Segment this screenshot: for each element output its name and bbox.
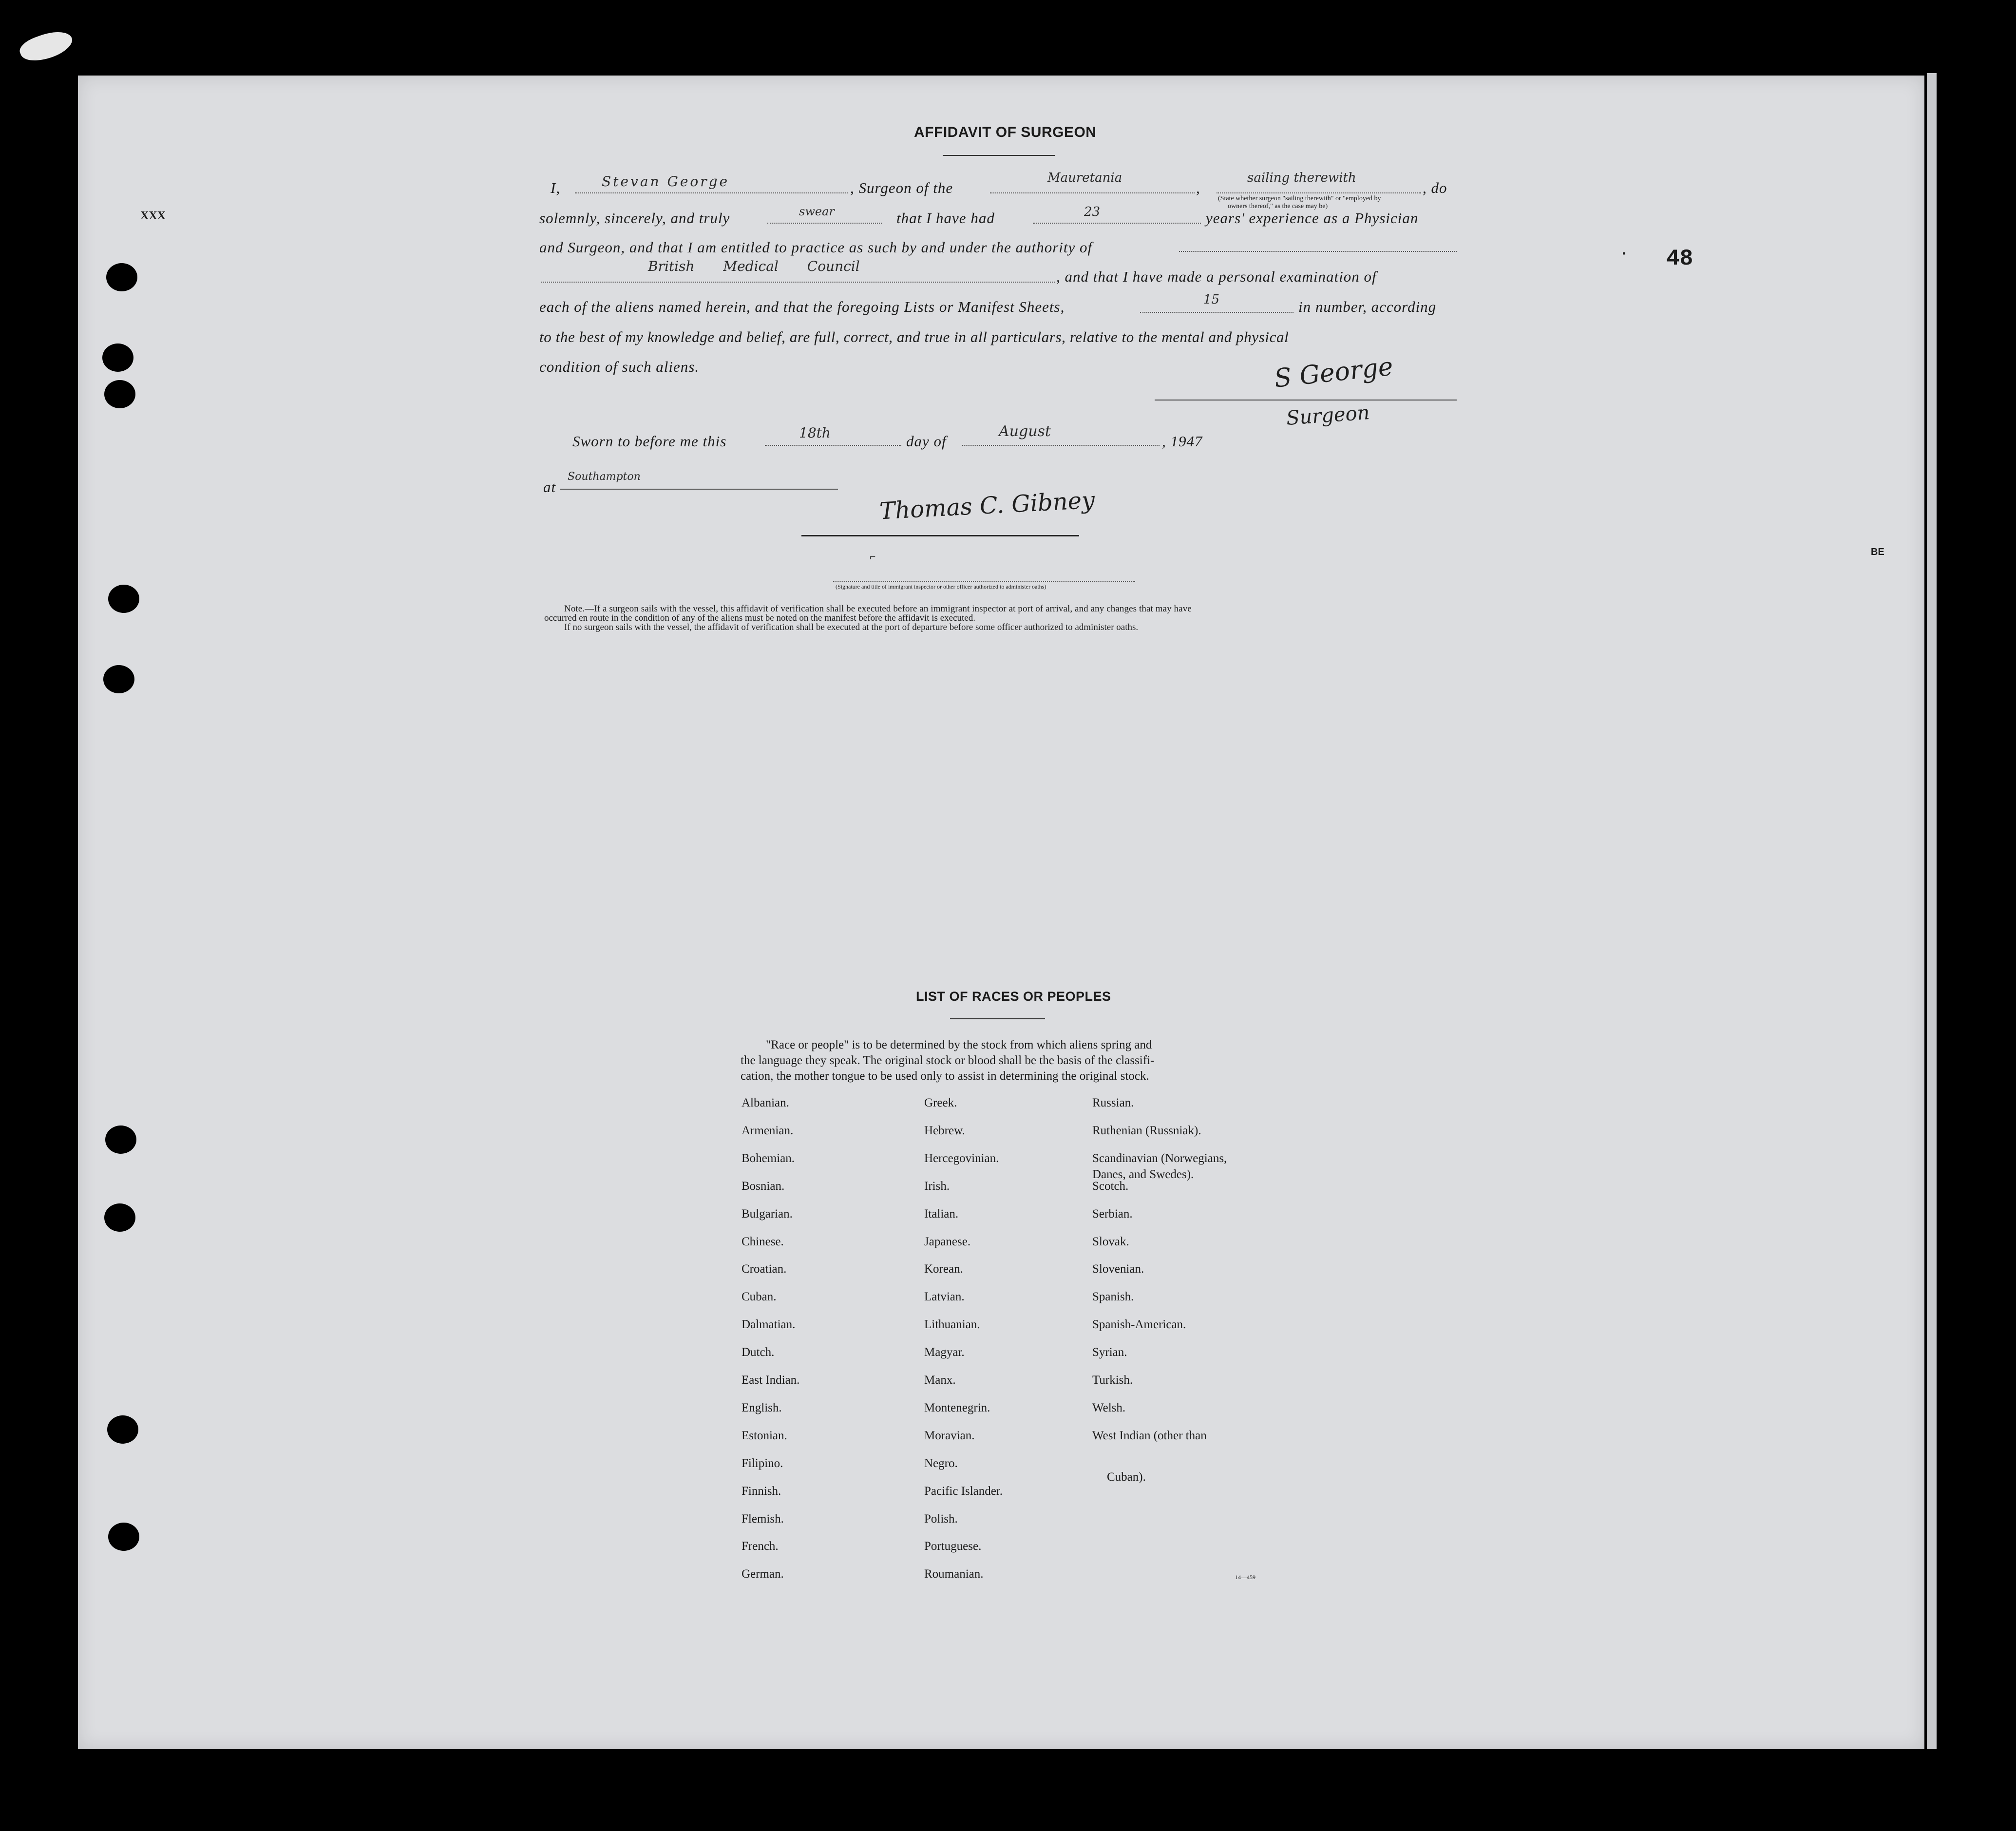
line5-end: in number, according bbox=[1298, 298, 1437, 315]
ship-name: Mauretania bbox=[1047, 171, 1122, 185]
note-line-3: If no surgeon sails with the vessel, the affidavit of verification shall be executed at the port of departure before some officer authorized to administer oaths. bbox=[564, 622, 1139, 632]
race-item: Spanish-American. bbox=[1092, 1318, 1186, 1332]
note-line-1: Note.—If a surgeon sails with the vessel, this affidavit of verification shall be executed before an immigrant inspector at port of arrival, and any changes that may have bbox=[564, 604, 1192, 614]
document-page bbox=[78, 76, 1924, 1749]
race-item: Bosnian. bbox=[742, 1179, 785, 1193]
margin-mark: XXX bbox=[140, 210, 166, 222]
verb-field bbox=[767, 223, 882, 224]
punch-hole bbox=[106, 263, 137, 291]
line1-mid: , Surgeon of the bbox=[850, 179, 953, 196]
status-field bbox=[1217, 192, 1421, 193]
line6: to the best of my knowledge and belief, are full, correct, and true in all particulars, relative to the mental and physical bbox=[539, 328, 1289, 345]
race-item: Filipino. bbox=[742, 1456, 783, 1470]
race-item: Slovenian. bbox=[1092, 1262, 1144, 1276]
punch-hole bbox=[108, 585, 139, 613]
race-item: Slovak. bbox=[1092, 1235, 1129, 1248]
race-item: Montenegrin. bbox=[924, 1401, 990, 1414]
years-field bbox=[1033, 223, 1201, 224]
race-item: Russian. bbox=[1092, 1096, 1134, 1109]
race-item: Moravian. bbox=[924, 1429, 975, 1442]
race-item: Ruthenian (Russniak). bbox=[1092, 1124, 1201, 1137]
sworn-day: 18th bbox=[799, 425, 831, 441]
races-intro-1: "Race or people" is to be determined by the stock from which aliens spring and bbox=[766, 1038, 1152, 1051]
race-item: Turkish. bbox=[1092, 1373, 1133, 1387]
ship-field bbox=[990, 192, 1195, 193]
race-item: Roumanian. bbox=[924, 1567, 984, 1581]
race-item: Irish. bbox=[924, 1179, 950, 1193]
day-field bbox=[765, 445, 901, 446]
sworn-month: August bbox=[999, 423, 1051, 440]
race-item: Manx. bbox=[924, 1373, 956, 1387]
race-continuation: Cuban). bbox=[1107, 1470, 1146, 1484]
races-title-rule bbox=[950, 1018, 1045, 1019]
races-intro-3: cation, the mother tongue to be used only to assist in determining the original stock. bbox=[741, 1069, 1149, 1083]
line2-end: years' experience as a Physician bbox=[1206, 210, 1419, 227]
races-intro-2: the language they speak. The original stock or blood shall be the basis of the classifi- bbox=[741, 1054, 1155, 1067]
sworn-place: Southampton bbox=[568, 471, 641, 483]
punch-hole bbox=[104, 1203, 135, 1232]
race-item: Scotch. bbox=[1092, 1179, 1129, 1193]
officer-sig-line bbox=[833, 581, 1135, 582]
sheets-field bbox=[1140, 312, 1293, 313]
surgeon-title-handwritten: Surgeon bbox=[1285, 401, 1370, 430]
authority-field-a bbox=[1179, 251, 1457, 252]
authority-value: British Medical Council bbox=[648, 258, 860, 274]
race-item: Dalmatian. bbox=[742, 1318, 796, 1332]
race-item: Negro. bbox=[924, 1456, 958, 1470]
punch-hole bbox=[103, 665, 134, 693]
punch-hole bbox=[102, 343, 133, 372]
status-value: sailing therewith bbox=[1247, 171, 1356, 185]
race-item: English. bbox=[742, 1401, 782, 1414]
years-value: 23 bbox=[1084, 205, 1101, 219]
note-line-2: occurred en route in the condition of any of the aliens must be noted on the manifest before the affidavit is executed. bbox=[544, 613, 975, 623]
race-item: Spanish. bbox=[1092, 1290, 1134, 1304]
race-item: Armenian. bbox=[742, 1124, 794, 1137]
race-item: German. bbox=[742, 1567, 784, 1581]
signature-caption: (Signature and title of immigrant inspector or other officer authorized to administer oaths) bbox=[836, 583, 1046, 590]
punch-hole bbox=[105, 1125, 136, 1154]
surgeon-signature: S George bbox=[1273, 352, 1395, 394]
month-field bbox=[962, 445, 1160, 446]
races-title: LIST OF RACES OR PEOPLES bbox=[916, 989, 1111, 1004]
race-item: Estonian. bbox=[742, 1429, 787, 1442]
line1-pre: I, bbox=[551, 179, 561, 196]
form-number: 14—459 bbox=[1235, 1574, 1255, 1581]
race-item: Magyar. bbox=[924, 1346, 965, 1359]
race-item: West Indian (other than bbox=[1092, 1429, 1207, 1442]
punch-hole bbox=[107, 1415, 138, 1444]
race-item: Latvian. bbox=[924, 1290, 965, 1304]
line2-mid: that I have had bbox=[896, 210, 995, 227]
sworn-year: , 1947 bbox=[1162, 433, 1203, 450]
race-item: Greek. bbox=[924, 1096, 957, 1109]
race-item: Bulgarian. bbox=[742, 1207, 793, 1221]
page-edge bbox=[1927, 73, 1937, 1749]
punch-hole bbox=[104, 380, 135, 408]
surgeon-signature-line bbox=[1155, 400, 1457, 401]
race-item: Pacific Islander. bbox=[924, 1484, 1003, 1498]
race-item: Welsh. bbox=[1092, 1401, 1126, 1414]
race-item: Cuban. bbox=[742, 1290, 777, 1304]
sworn-mid: day of bbox=[906, 433, 947, 450]
race-continuation: Danes, and Swedes). bbox=[1092, 1168, 1194, 1181]
line1-comma: , bbox=[1196, 179, 1200, 196]
race-item: Korean. bbox=[924, 1262, 963, 1276]
race-item: Scandinavian (Norwegians, bbox=[1092, 1151, 1227, 1165]
race-item: Polish. bbox=[924, 1512, 958, 1526]
race-item: Portuguese. bbox=[924, 1540, 982, 1553]
line4-end: , and that I have made a personal examination of bbox=[1056, 268, 1377, 285]
page-number: 48 bbox=[1666, 246, 1693, 271]
race-item: Flemish. bbox=[742, 1512, 784, 1526]
officer-signature: Thomas C. Gibney bbox=[878, 486, 1096, 525]
line7: condition of such aliens. bbox=[539, 358, 700, 375]
status-note-1: (State whether surgeon "sailing therewith" or "employed by bbox=[1218, 195, 1381, 202]
race-item: Finnish. bbox=[742, 1484, 781, 1498]
sheets-count: 15 bbox=[1203, 292, 1220, 307]
margin-mark-right: BE bbox=[1871, 547, 1884, 557]
race-item: Croatian. bbox=[742, 1262, 787, 1276]
place-line bbox=[560, 489, 838, 490]
race-item: Serbian. bbox=[1092, 1207, 1133, 1221]
race-item: Bohemian. bbox=[742, 1151, 795, 1165]
race-item: East Indian. bbox=[742, 1373, 800, 1387]
line2-pre: solemnly, sincerely, and truly bbox=[539, 210, 730, 227]
authority-field-b bbox=[541, 282, 1055, 283]
race-item: Dutch. bbox=[742, 1346, 775, 1359]
race-item: French. bbox=[742, 1540, 779, 1553]
title-rule bbox=[943, 155, 1055, 156]
officer-sig-underline bbox=[801, 535, 1079, 536]
line1-end: , do bbox=[1423, 179, 1447, 196]
race-item: Hercegovinian. bbox=[924, 1151, 999, 1165]
punch-hole bbox=[108, 1523, 139, 1551]
race-item: Albanian. bbox=[742, 1096, 789, 1109]
surgeon-name: Stevan George bbox=[602, 173, 730, 190]
name-field bbox=[575, 192, 848, 193]
race-item: Lithuanian. bbox=[924, 1318, 980, 1332]
race-item: Italian. bbox=[924, 1207, 959, 1221]
sworn-pre: Sworn to before me this bbox=[572, 433, 727, 450]
torn-corner bbox=[17, 26, 76, 67]
oath-verb: swear bbox=[799, 205, 835, 218]
race-item: Chinese. bbox=[742, 1235, 784, 1248]
race-item: Hebrew. bbox=[924, 1124, 965, 1137]
line3: and Surgeon, and that I am entitled to practice as such by and under the authority of bbox=[539, 239, 1093, 256]
line5-pre: each of the aliens named herein, and that the foregoing Lists or Manifest Sheets, bbox=[539, 298, 1065, 315]
race-item: Syrian. bbox=[1092, 1346, 1127, 1359]
at-pre: at bbox=[543, 478, 556, 496]
race-item: Japanese. bbox=[924, 1235, 971, 1248]
status-note-2: owners thereof," as the case may be) bbox=[1228, 203, 1328, 210]
affidavit-title: AFFIDAVIT OF SURGEON bbox=[914, 124, 1097, 140]
